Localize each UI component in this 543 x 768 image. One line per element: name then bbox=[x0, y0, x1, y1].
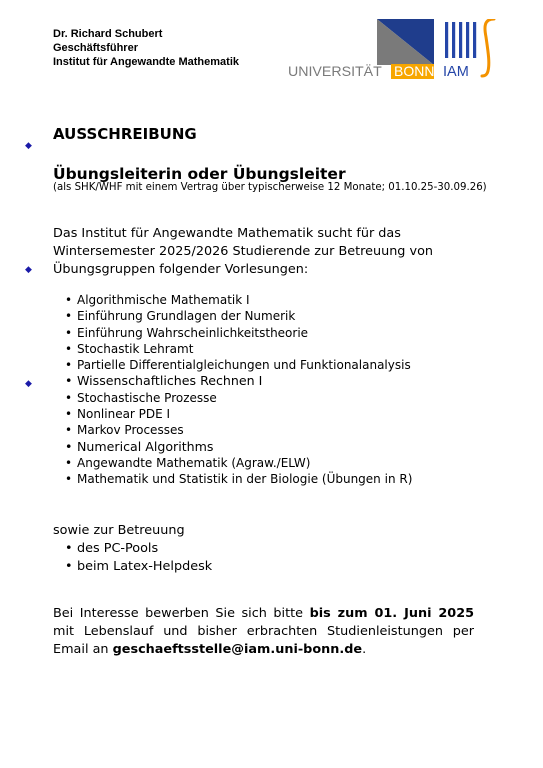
iam-bar bbox=[445, 22, 448, 58]
logo-bonn-text: BONN bbox=[394, 63, 434, 79]
iam-bar bbox=[466, 22, 469, 58]
list-item: • Nonlinear PDE I bbox=[65, 407, 171, 422]
list-item: • Stochastische Prozesse bbox=[65, 390, 217, 405]
list-item: • Wissenschaftliches Rechnen I bbox=[65, 373, 263, 389]
lecture-list bbox=[65, 292, 412, 488]
list-item: • beim Latex-Helpdesk bbox=[65, 558, 213, 574]
bullet-icon: • bbox=[65, 293, 73, 307]
margin-marker-icon: ◆ bbox=[25, 265, 32, 275]
bullet-icon: • bbox=[65, 325, 73, 340]
sender-name: Dr. Richard Schubert bbox=[53, 28, 163, 40]
list-item: • Einführung Wahrscheinlichkeitstheorie bbox=[65, 325, 309, 340]
integral-sign-icon bbox=[482, 19, 494, 76]
bullet-icon: • bbox=[65, 358, 73, 373]
closing-line: mit Lebenslauf und bisher erbrachten Studienleistungen per bbox=[53, 624, 474, 639]
university-bonn-logo bbox=[288, 19, 434, 79]
support-list bbox=[65, 540, 212, 575]
iam-bar bbox=[473, 22, 476, 58]
sender-institute: Institut für Angewandte Mathematik bbox=[53, 56, 239, 68]
iam-bar bbox=[459, 22, 462, 58]
logo-universitaet-text: UNIVERSITÄT bbox=[288, 64, 382, 79]
list-item: • Einführung Grundlagen der Numerik bbox=[65, 309, 296, 324]
intro-paragraph: Das Institut für Angewandte Mathematik sucht für das Wintersemester 2025/2026 Studierende zur Betreuung von Übungsgruppen folgender Vorlesungen: bbox=[53, 226, 434, 277]
list-item: • Mathematik und Statistik in der Biologie (Übungen in R) bbox=[65, 472, 413, 487]
bullet-icon: • bbox=[65, 373, 73, 389]
closing-line: Email an geschaeftsstelle@iam.uni-bonn.de. bbox=[53, 642, 367, 657]
bullet-icon: • bbox=[65, 407, 73, 422]
sender-block bbox=[53, 27, 239, 69]
list-item: • Algorithmische Mathematik I bbox=[65, 293, 250, 307]
list-item: • Partielle Differentialgleichungen und Funktionalanalysis bbox=[65, 358, 411, 373]
bullet-icon: • bbox=[65, 541, 73, 556]
list-item: • Stochastik Lehramt bbox=[65, 341, 194, 356]
deadline: bis zum 01. Juni 2025 bbox=[309, 606, 475, 621]
bullet-icon: • bbox=[65, 341, 73, 356]
iam-bar bbox=[452, 22, 455, 58]
support-intro: sowie zur Betreuung bbox=[53, 523, 185, 538]
margin-marker-icon: ◆ bbox=[25, 141, 32, 151]
list-item: • Angewandte Mathematik (Agraw./ELW) bbox=[65, 455, 311, 470]
margin-marker-icon: ◆ bbox=[25, 379, 32, 389]
list-item: • Numerical Algorithms bbox=[65, 438, 214, 454]
logo-iam-text: IAM bbox=[443, 64, 469, 79]
bullet-icon: • bbox=[65, 438, 73, 454]
bullet-icon: • bbox=[65, 455, 73, 470]
iam-logo bbox=[440, 19, 504, 79]
bullet-icon: • bbox=[65, 390, 73, 405]
contact-email[interactable]: geschaeftsstelle@iam.uni-bonn.de bbox=[112, 642, 363, 657]
bullet-icon: • bbox=[65, 423, 73, 438]
bullet-icon: • bbox=[65, 558, 73, 574]
bullet-icon: • bbox=[65, 472, 73, 487]
sender-role: Geschäftsführer bbox=[53, 42, 138, 54]
document-title: AUSSCHREIBUNG bbox=[53, 125, 197, 143]
contract-note: (als SHK/WHF mit einem Vertrag über typischerweise 12 Monate; 01.10.25-30.09.26) bbox=[53, 182, 487, 193]
application-paragraph bbox=[53, 605, 474, 659]
bullet-icon: • bbox=[65, 309, 73, 324]
list-item: • des PC-Pools bbox=[65, 541, 159, 556]
closing-line: Bei Interesse bewerben Sie sich bitte bis zum 01. Juni 2025 bbox=[53, 606, 475, 621]
list-item: • Markov Processes bbox=[65, 423, 184, 438]
position-title: Übungsleiterin oder Übungsleiter bbox=[53, 165, 346, 183]
